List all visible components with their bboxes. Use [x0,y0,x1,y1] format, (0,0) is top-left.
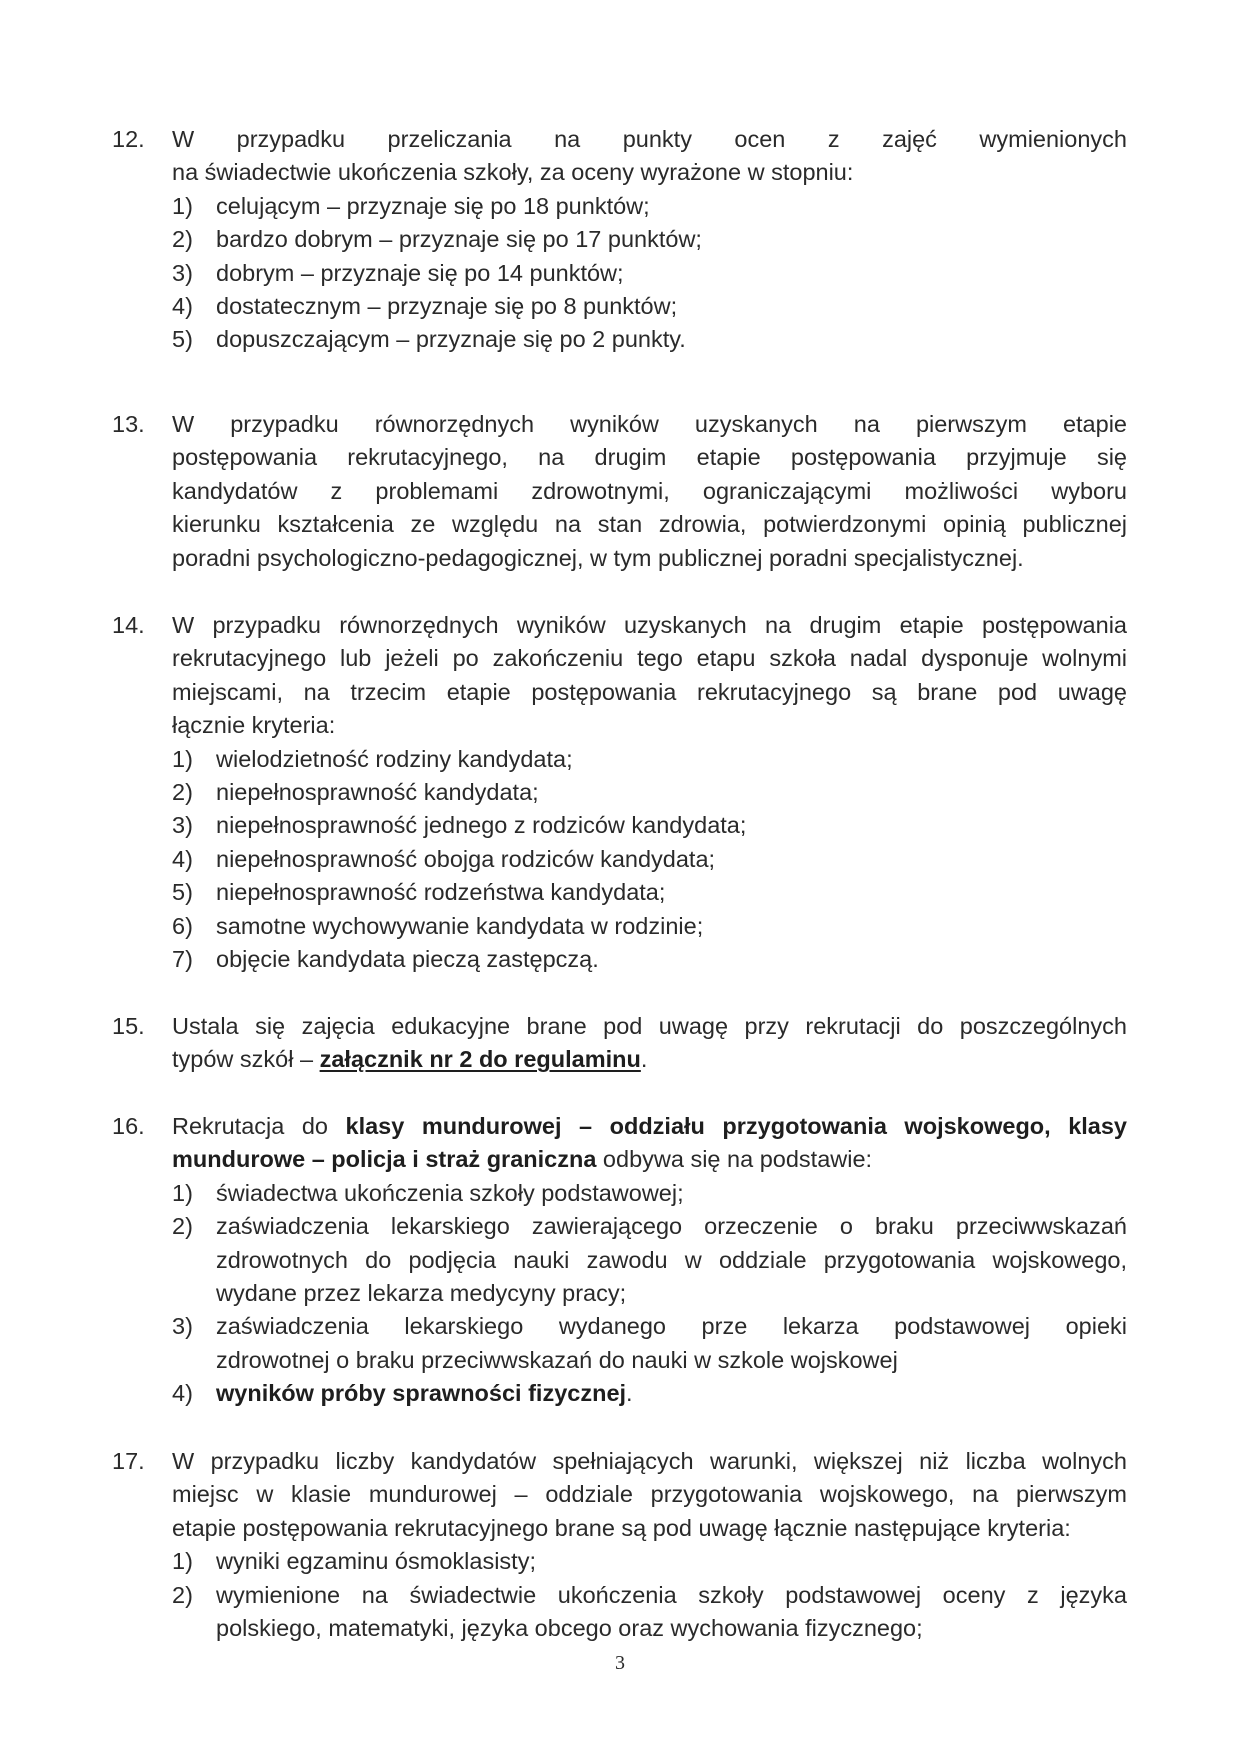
list-item: 2) wymienione na świadectwie ukończenia szkoły podstawowej oceny z języka polskiego, matematyki, języka obcego oraz wychowania fizycznego; [172,1581,1127,1642]
section-number: 14. [112,612,145,638]
list-item: 3) zaświadczenia lekarskiego wydanego prze lekarza podstawowej opieki zdrowotnej o braku przeciwwskazań do nauki w szkole wojskowej [172,1313,1127,1373]
section-number: 15. [112,1013,145,1039]
section-16 [112,1110,1127,1411]
section-text-line: W przypadku liczby kandydatów spełniających warunki, większej niż liczba wolnych [172,1448,1127,1474]
section-14 [112,609,1127,976]
list-item: 3) niepełnosprawność jednego z rodziców kandydata; [172,812,747,839]
section-text-line: poradni psychologiczno-pedagogicznej, w tym publicznej poradni specjalistycznej. [172,544,1024,571]
appendix-reference: załącznik nr 2 do regulaminu [319,1046,641,1073]
section-text-line: W przypadku przeliczania na punkty ocen z zajęć wymienionych [172,126,1127,152]
list-item: 2) zaświadczenia lekarskiego zawierającego orzeczenie o braku przeciwwskazań zdrowotnych do podjęcia nauki zawodu w oddziale przygotowania wojskowego, wydane przez lekarza medycyny pracy; [172,1213,1127,1307]
section-text-line: typów szkół – załącznik nr 2 do regulaminu. [172,1046,648,1073]
section-text-line: kierunku kształcenia ze względu na stan zdrowia, potwierdzonymi opinią publicznej [172,511,1127,538]
section-13 [112,408,1127,575]
section-number: 13. [112,411,145,437]
list-item: 4) dostatecznym – przyznaje się po 8 punktów; [172,293,678,320]
section-text-line: rekrutacyjnego lub jeżeli po zakończeniu tego etapu szkoła nadal dysponuje wolnymi [172,645,1127,672]
section-text-line: mundurowe – policja i straż graniczna odbywa się na podstawie: [172,1146,873,1173]
list-item: 1) wielodzietność rodziny kandydata; [172,745,573,772]
section-text-line: miejsc w klasie mundurowej – oddziale przygotowania wojskowego, na pierwszym [172,1481,1127,1508]
list-item: 2) bardzo dobrym – przyznaje się po 17 punktów; [172,226,702,253]
section-text-line: W przypadku równorzędnych wyników uzyskanych na pierwszym etapie [172,411,1127,437]
list-item: 5) dopuszczającym – przyznaje się po 2 punkty. [172,326,686,353]
section-text-line: etapie postępowania rekrutacyjnego brane są pod uwagę łącznie następujące kryteria: [172,1514,1071,1541]
section-12 [112,123,1127,357]
list-item: 3) dobrym – przyznaje się po 14 punktów; [172,259,624,286]
section-text-line: Ustala się zajęcia edukacyjne brane pod uwagę przy rekrutacji do poszczególnych [172,1013,1127,1039]
list-item: 4) wyników próby sprawności fizycznej. [172,1380,633,1407]
list-item: 7) objęcie kandydata pieczą zastępczą. [172,946,599,973]
section-text-line: na świadectwie ukończenia szkoły, za oceny wyrażone w stopniu: [172,159,854,186]
list-item: 1) świadectwa ukończenia szkoły podstawowej; [172,1179,684,1206]
section-text-line: łącznie kryteria: [172,712,336,739]
section-text-line: Rekrutacja do klasy mundurowej – oddziału przygotowania wojskowego, klasy [172,1113,1127,1139]
section-text-line: miejscami, na trzecim etapie postępowania rekrutacyjnego są brane pod uwagę [172,678,1127,705]
section-17 [112,1445,1127,1645]
section-number: 17. [112,1448,145,1474]
page-number: 3 [615,1652,625,1674]
section-15 [112,1010,1127,1077]
section-text-line: W przypadku równorzędnych wyników uzyskanych na drugim etapie postępowania [172,612,1127,638]
list-item: 2) niepełnosprawność kandydata; [172,779,539,806]
list-item: 1) wyniki egzaminu ósmoklasisty; [172,1548,536,1575]
section-number: 16. [112,1113,145,1139]
list-item: 6) samotne wychowywanie kandydata w rodzinie; [172,912,704,939]
section-text-line: postępowania rekrutacyjnego, na drugim etapie postępowania przyjmuje się [172,444,1127,471]
list-item: 1) celującym – przyznaje się po 18 punktów; [172,192,650,219]
section-text-line: kandydatów z problemami zdrowotnymi, ograniczającymi możliwości wyboru [172,477,1127,504]
list-item: 4) niepełnosprawność obojga rodziców kandydata; [172,845,716,872]
list-item: 5) niepełnosprawność rodzeństwa kandydata; [172,879,666,906]
section-number: 12. [112,126,145,152]
